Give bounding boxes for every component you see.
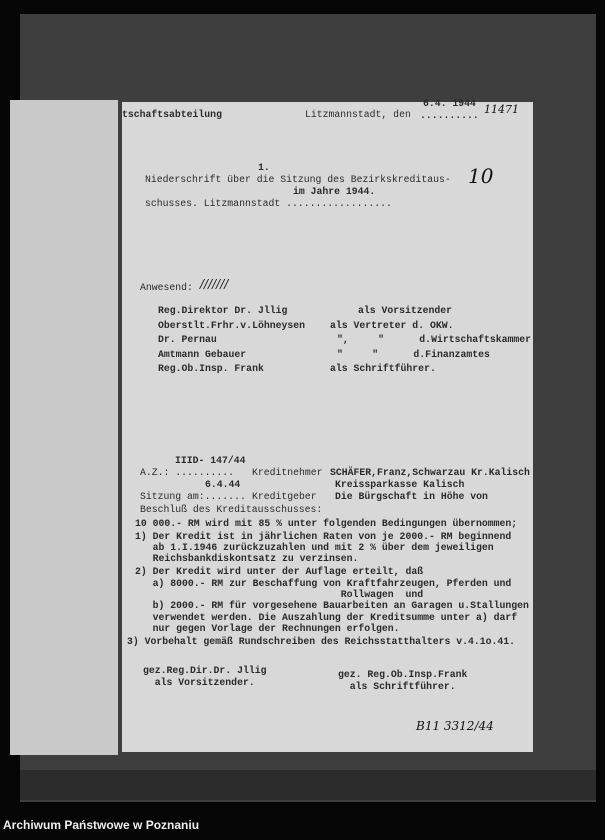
handwritten-number: 11471 [484,103,519,116]
attendance-marks: /////// [200,277,229,291]
borrower-label: Kreditnehmer [252,467,323,478]
decision-label: Beschluß des Kreditausschusses: [140,504,323,515]
lender: Kreissparkasse Kalisch [335,479,465,490]
decision-line: 3) Vorbehalt gemäß Rundschreiben des Reichsstatthalters v.4.1o.41. [127,636,516,647]
title-year: im Jahre 1944. [293,186,376,197]
member-role: ", " d.Wirtschaftskammer [337,334,532,345]
member-name: Dr. Pernau [158,334,217,345]
decision-line: b) 2000.- RM für vorgesehene Bauarbeiten an Garagen u.Stallungen [135,600,529,611]
decision-intro: Die Bürgschaft in Höhe von [335,491,488,502]
decision-line: a) 8000.- RM zur Beschaffung von Kraftfahrzeugen, Pferden und [135,578,512,589]
member-role: als Schriftführer. [330,363,436,374]
decision-line: ab 1.I.1946 zurückzuzahlen und mit 2 % über dem jeweiligen [135,542,494,553]
item-number: 1. [258,162,270,173]
borrower: SCHÄFER,Franz,Schwarzau Kr.Kalisch [330,467,530,478]
signature-chair-role: als Vorsitzender. [143,677,255,688]
session-date: 6.4.44 [205,479,241,490]
date: 6.4. 1944 [423,98,476,109]
az-label: A.Z.: .......... [140,467,235,478]
film-edge [20,770,596,800]
decision-line: Reichsbankdiskontsatz zu verzinsen. [135,553,359,564]
decision-line: nur gegen Vorlage der Rechnungen erfolgen. [135,623,400,634]
decision-line: verwendet werden. Die Auszahlung der Kreditsumme unter a) darf [135,612,518,623]
member-role: als Vorsitzender [358,305,453,316]
signature-secretary: gez. Reg.Ob.Insp.Frank [338,669,468,680]
title-line-1: Niederschrift über die Sitzung des Bezirkskreditaus- [145,174,451,185]
place-date-label: Litzmannstadt, den [305,109,411,120]
decision-line: 1) Der Kredit ist in jährlichen Raten von je 2000.- RM beginnend [135,531,512,542]
member-name: Reg.Ob.Insp. Frank [158,363,264,374]
left-page-strip [10,100,118,755]
title-line-2: schusses. Litzmannstadt .................. [145,198,392,209]
handwritten-page-number: 10 [468,164,494,188]
signature-chair: gez.Reg.Dir.Dr. Jllig [143,665,267,676]
attendance-label: Anwesend: [140,282,193,293]
member-name: Amtmann Gebauer [158,349,247,360]
date-dots: .......... [420,110,479,121]
member-name: Oberstlt.Frhr.v.Löhneysen [158,320,305,331]
archive-reference: B11 3312/44 [416,719,494,733]
az-number: IIID- 147/44 [175,455,246,466]
signature-secretary-role: als Schriftführer. [338,681,456,692]
member-role: " " d.Finanzamtes [337,349,490,360]
decision-line: 2) Der Kredit wird unter der Auflage erteilt, daß [135,566,424,577]
decision-line: 10 000.- RM wird mit 85 % unter folgenden Bedingungen übernommen; [135,518,518,529]
decision-line: Rollwagen und [135,589,424,600]
member-name: Reg.Direktor Dr. Jllig [158,305,288,316]
member-role: als Vertreter d. OKW. [330,320,454,331]
archive-footer: Archiwum Państwowe w Poznaniu [3,818,200,832]
department: tschaftsabteilung [122,109,222,120]
lender-label: Kreditgeber [252,491,317,502]
session-label: Sitzung am:....... [140,491,246,502]
